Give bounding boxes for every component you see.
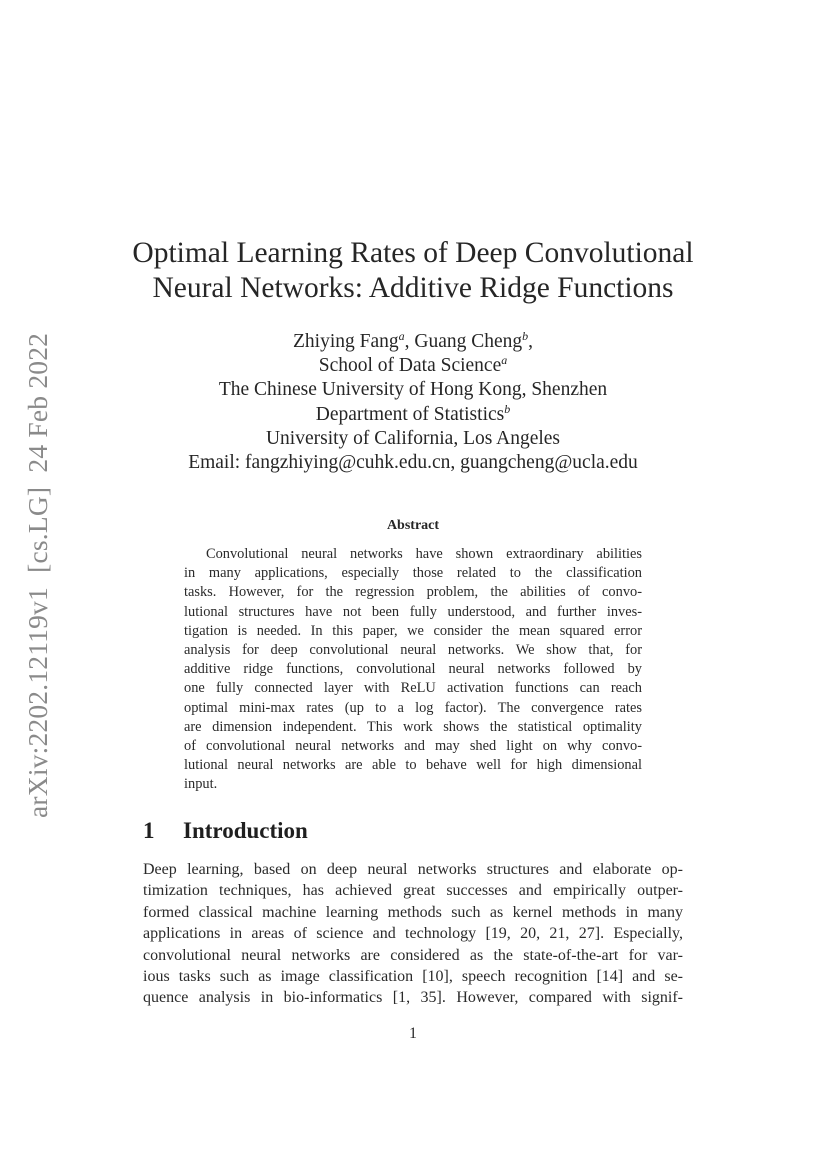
author-trailing-comma: , [528,331,534,352]
affiliation-b-text: Department of Statistics [315,403,505,425]
abstract-line: additive ridge functions, convolutional neural networks followed by [184,661,642,678]
abstract-line: are dimension independent. This work shows the statistical optimality [184,718,642,735]
abstract-line: one fully connected layer with ReLU activation functions can reach [184,680,642,697]
section-number: 1 [143,818,155,843]
abstract-line: tigation is needed. In this paper, we consider the mean squared error [184,622,642,639]
abstract-line: of convolutional neural networks and may shed light on why convo- [184,737,642,754]
affiliation-a [120,354,706,378]
abstract-line: tasks. However, for the regression problem, the abilities of convo- [184,584,642,601]
affiliation-b [120,403,706,427]
author-name: Guang Cheng [414,331,523,352]
abstract-line: Convolutional neural networks have shown extraordinary abilities [206,546,642,562]
body-line: convolutional neural networks are considered as the state-of-the-art for var- [143,946,683,964]
author-separator: , [404,331,415,352]
title-line-1: Optimal Learning Rates of Deep Convolutional [132,237,694,269]
abstract-line: input. [184,776,218,793]
abstract-line: lutional structures have not been fully understood, and further inves- [184,603,642,620]
arxiv-identifier-stamp: arXiv:2202.12119v1 [cs.LG] 24 Feb 2022 [22,332,53,818]
author-names [120,330,706,354]
abstract-heading: Abstract [386,518,440,533]
paper-title [120,236,706,306]
body-line: Deep learning, based on deep neural networks structures and elaborate op- [143,861,683,878]
affiliation-marker: b [504,401,511,416]
author-name: Zhiying Fang [292,331,399,352]
section-title: Introduction [183,818,308,843]
body-line: applications in areas of science and technology [19, 20, 21, 27]. Especially, [143,925,683,943]
affiliation-marker: b [522,329,529,343]
affiliation-a-text: School of Data Science [318,355,502,377]
affiliation-marker: a [501,353,508,368]
page-number: 1 [409,1025,417,1042]
author-block [120,330,706,475]
affiliation-marker: a [398,329,405,343]
body-line: formed classical machine learning methods such as kernel methods in many [143,903,683,921]
introduction-body [143,859,683,1009]
section-heading-introduction [143,818,308,844]
abstract-line: in many applications, especially those related to the classification [184,565,642,582]
abstract-line: optimal mini-max rates (up to a log factor). The convergence rates [184,699,642,716]
author-emails: Email: fangzhiying@cuhk.edu.cn, guangcheng@ucla.edu [188,452,638,474]
body-line: ious tasks such as image classification [10], speech recognition [14] and se- [143,967,683,985]
abstract-line: analysis for deep convolutional neural networks. We show that, for [184,641,642,658]
body-line: timization techniques, has achieved great successes and empirically outper- [143,882,683,900]
institution-a: The Chinese University of Hong Kong, Shenzhen [218,379,608,401]
abstract-line: lutional neural networks are able to behave well for high dimensional [184,757,642,774]
title-line-2: Neural Networks: Additive Ridge Functions [152,272,674,304]
institution-b: University of California, Los Angeles [265,427,561,449]
abstract-body [184,545,642,794]
body-line: quence analysis in bio-informatics [1, 35]. However, compared with signif- [143,989,683,1007]
